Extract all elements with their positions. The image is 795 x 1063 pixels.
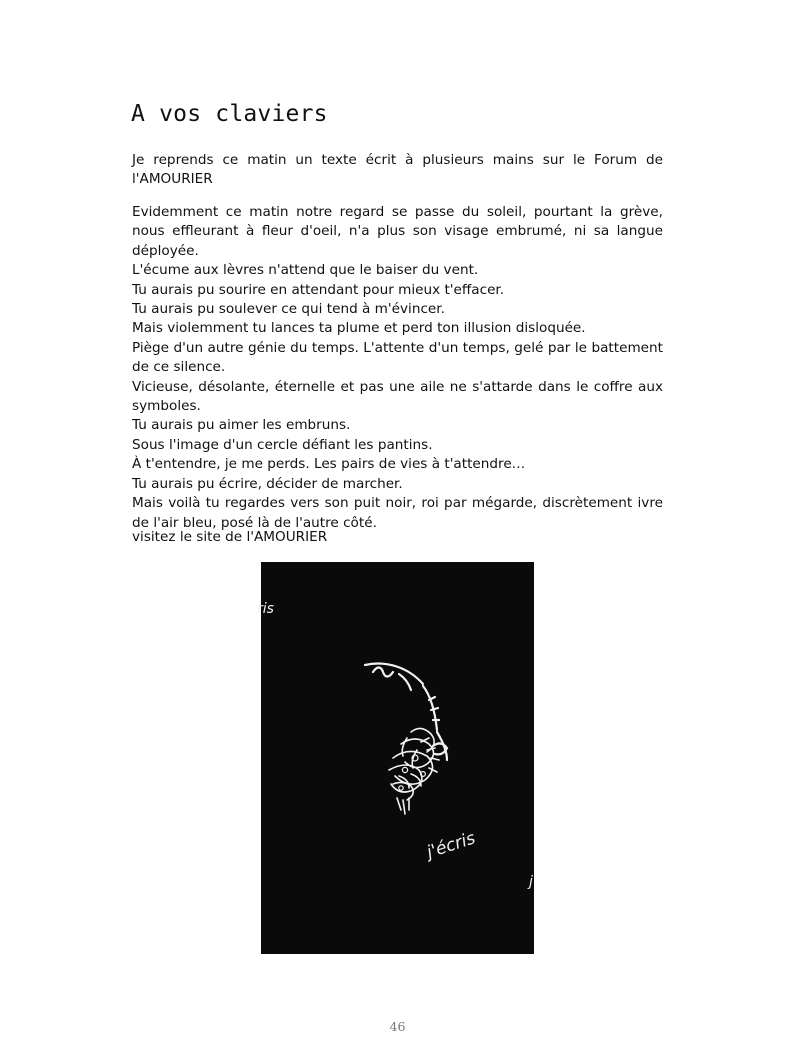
artwork-text-top: ris (257, 601, 274, 617)
calligraphy-artwork (257, 562, 534, 954)
poem-line: Mais violemment tu lances ta plume et perd ton illusion disloquée. (132, 320, 586, 337)
poem-line: Tu aurais pu soulever ce qui tend à m'évincer. (132, 301, 445, 318)
poem-line: Piège d'un autre génie du temps. L'attente d'un temps, gelé par le battement de ce silence. (132, 339, 663, 376)
intro-paragraph: Je reprends ce matin un texte écrit à plusieurs mains sur le Forum de l'AMOURIER (132, 152, 663, 188)
artwork-text-edge: j (529, 874, 533, 890)
artwork-text-bottom: j'écris (424, 828, 478, 863)
poem-line: Tu aurais pu sourire en attendant pour mieux t'effacer. (132, 281, 505, 298)
poem-line: Tu aurais pu aimer les embruns. (132, 417, 351, 434)
poem-line: Tu aurais pu écrire, décider de marcher. (132, 475, 403, 492)
site-link-text: visitez le site de l'AMOURIER (132, 529, 328, 545)
page-number: 46 (389, 1019, 406, 1034)
poem-line: L'écume aux lèvres n'attend que le baiser du vent. (132, 262, 479, 279)
poem (132, 203, 663, 533)
poem-line: Sous l'image d'un cercle défiant les pantins. (132, 436, 433, 453)
poem-line: À t'entendre, je me perds. Les pairs de vies à t'attendre… (132, 456, 526, 473)
poem-line: Vicieuse, désolante, éternelle et pas une aile ne s'attarde dans le coffre aux symboles. (132, 378, 663, 415)
calligraphy-illustration (257, 562, 534, 954)
page-title: A vos claviers (131, 101, 328, 127)
poem-line: Evidemment ce matin notre regard se passe du soleil, pourtant la grève, nous effleurant à fleur d'oeil, n'a plus son visage embrumé, ni sa langue déployée. (132, 204, 663, 259)
poem-line: Mais voilà tu regardes vers son puit noir, roi par mégarde, discrètement ivre de l'air bleu, posé là de l'autre côté. (132, 495, 663, 531)
